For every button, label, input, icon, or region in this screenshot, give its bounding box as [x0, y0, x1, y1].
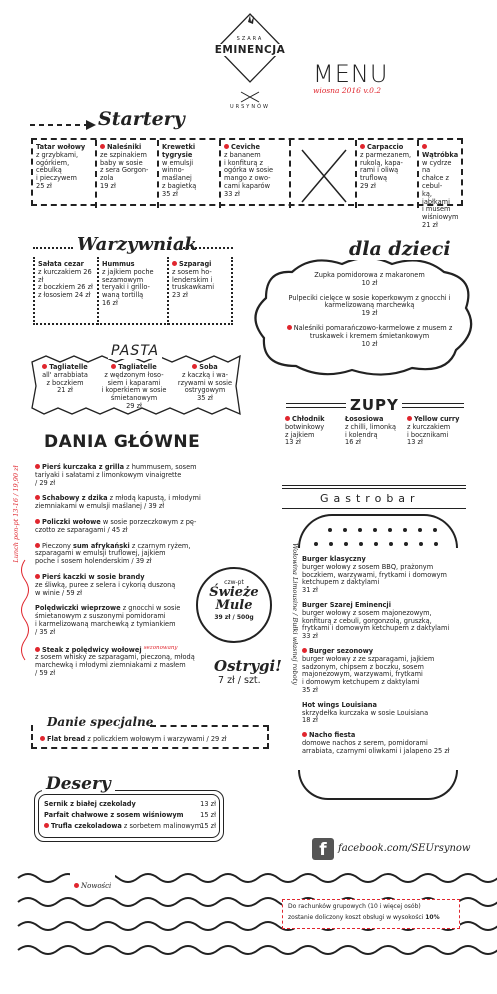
starter-desc: zola — [100, 174, 114, 183]
sesame-dot — [403, 528, 407, 532]
warzywniak-box — [33, 257, 233, 325]
desery-item-price: 15 zł — [200, 811, 216, 819]
starter-price: 19 zł — [100, 181, 116, 190]
veg-dot — [42, 364, 47, 369]
sesame-dots — [300, 516, 456, 548]
kids-item — [282, 325, 457, 348]
warzywniak-desc: z łososiem 24 zł — [38, 291, 91, 300]
sesame-dot — [404, 542, 408, 546]
starter-price: 21 zł — [422, 220, 438, 229]
menu-subtitle: wiosna 2016 v.0.2 — [313, 86, 381, 95]
starter-desc: chałce z cebul- — [422, 174, 449, 190]
gastrobar-item-line: skrzydełka kurczaka w sosie Louisiana — [302, 708, 429, 717]
gastrobar-item-line: i domowym ketchupem z daktylami — [302, 678, 420, 687]
pasta-grid — [34, 364, 238, 416]
gastrobar-item-line: arrabiata, czarnymi oliwkami i jalapeno 25 zł — [302, 746, 450, 755]
zupy-desc: z kurczakiem — [407, 422, 451, 431]
pasta-desc: z kaczką i wa- — [181, 370, 229, 379]
kids-item-text — [282, 325, 457, 341]
veg-dot — [35, 495, 40, 500]
gastrobar-title: Gastrobar — [320, 492, 420, 505]
gastrobar-item — [302, 556, 472, 595]
warzywniak-price: 23 zł — [172, 291, 188, 300]
starter-desc: mango z owo- — [224, 174, 271, 183]
sesame-dot — [433, 528, 437, 532]
dania-item — [35, 543, 225, 566]
pasta-desc: z boczkiem — [46, 378, 84, 387]
dania-item-line: poche i sosem holenderskim / 39 zł — [35, 557, 152, 566]
warzywniak-desc: z jajkiem poche — [102, 267, 154, 276]
danie-specjalne-item: Flat bread z policzkiem wołowym i warzywami / 29 zł — [40, 736, 227, 744]
sesame-dot — [434, 542, 438, 546]
starter-desc: rami i oliwą — [360, 166, 399, 175]
pasta-desc: z wędzonym łoso- — [104, 370, 164, 379]
zupy-grid — [285, 416, 465, 456]
dania-item-rest: w sosie porzeczkowym z pę- — [102, 517, 197, 526]
starter-name-text: Tatar wołowy — [36, 143, 86, 151]
dania-item-rest: z czarnym ryżem, — [131, 541, 191, 550]
gastrobar-item — [302, 648, 472, 695]
starter-name-text: Wątróbka — [422, 150, 459, 159]
gastrobar-item — [302, 702, 472, 725]
zupy-cell — [345, 416, 407, 447]
pasta-desc: ostrygowym — [184, 386, 226, 395]
dania-item-name: sum afrykański — [73, 541, 130, 550]
dania-item-rest: z hummusem, sosem — [126, 463, 197, 471]
starter-desc: truflową — [360, 174, 388, 183]
pasta-desc: i koperkiem w sosie — [101, 386, 167, 395]
zupy-rule-right — [402, 403, 464, 408]
warzywniak-desc: z kurczakiem 26 zł — [38, 267, 92, 284]
desery-item-rest: z sorbetem malinowym — [123, 822, 202, 830]
startery-arrow-icon — [30, 118, 100, 132]
starter-cell — [33, 140, 95, 208]
menu-title: MENU — [313, 60, 389, 88]
veg-dot — [35, 464, 40, 469]
warzywniak-desc: teryaki i grillo- — [102, 283, 150, 292]
dania-item-line: czotto ze szparagami / 45 zł — [35, 525, 128, 534]
dania-item-name: Schabowy z dzika — [42, 494, 108, 503]
desery-item-price: 15 zł — [200, 822, 216, 830]
gastrobar-item-line: majonezowym, warzywami, frytkami — [302, 670, 423, 679]
group-note-line-2: zostanie doliczony koszt obsługi w wysokości 10% — [288, 913, 440, 921]
zupy-price: 13 zł — [285, 438, 301, 447]
sesame-dot — [373, 528, 377, 532]
pasta-cell — [172, 364, 238, 403]
desery-item-price: 13 zł — [200, 800, 216, 808]
starter-name — [422, 144, 460, 160]
facebook-icon: f — [312, 838, 334, 860]
mule-badge — [196, 567, 272, 643]
dania-item — [35, 464, 225, 487]
desery-item-name: Sernik z białej czekolady — [44, 800, 136, 808]
group-note-line-1: Do rachunków grupowych (10 i więcej osób) — [288, 903, 421, 910]
kids-item-price: 10 zł — [361, 339, 378, 348]
dania-item-line: i karmelizowaną marchewką z tymiankiem — [35, 619, 176, 628]
mule-name-2: Mule — [215, 598, 253, 613]
gastrobar-item-line: burger wołowy z ze szparagami, jajkiem — [302, 654, 435, 663]
kids-title: dla dzieci — [345, 238, 455, 260]
starter-desc: ką, jabłkami — [422, 189, 450, 206]
starter-cell — [355, 140, 417, 208]
sesame-dot — [359, 542, 363, 546]
zupy-price: 16 zł — [345, 438, 361, 447]
gastrobar-item-line: frytkami i domowym ketchupem z daktylami — [302, 624, 450, 633]
dania-title: DANIA GŁÓWNE — [44, 432, 201, 452]
dania-item-line: śmietanowym z suszonymi pomidorami — [35, 612, 166, 621]
pasta-title: PASTA — [108, 343, 162, 359]
pasta-name-text: Tagliatelle — [118, 363, 157, 371]
sesame-dot — [358, 528, 362, 532]
kids-item-desc: Zupka pomidorowa z makaronem — [314, 271, 425, 279]
veg-dot — [111, 364, 116, 369]
veg-dot — [44, 823, 49, 828]
gastrobar-item-line: sadzonym, chipsem z boczku, sosem — [302, 662, 424, 671]
starter-price: 25 zł — [36, 181, 52, 190]
dania-item-line: ziemniakami w emulsji maślanej / 39 zł — [35, 502, 165, 511]
starter-desc: z bagietką — [162, 181, 197, 190]
dania-item — [35, 519, 225, 535]
starter-cell — [95, 140, 157, 208]
gastrobar-list — [302, 556, 472, 763]
warzywniak-desc: sezamowym — [102, 275, 144, 284]
gastrobar-item-line: boczkiem, warzywami, frytkami i domowym — [302, 570, 447, 579]
pasta-name-text: Tagliatelle — [49, 363, 88, 371]
zupy-cell — [407, 416, 469, 447]
dania-item-line: ze śliwką, puree z selera i cykorią duszoną — [35, 580, 176, 589]
warzywniak-title: Warzywniak — [77, 234, 198, 255]
desery-item-label — [44, 822, 201, 830]
starter-desc: ogórka w sosie — [224, 166, 274, 175]
warzywniak-price: 16 zł — [102, 298, 118, 307]
gastrobar-item-price: 35 zł — [302, 685, 318, 694]
logo-sub-text: URSYNÓW — [230, 104, 270, 110]
starter-desc: i musem — [422, 205, 451, 214]
desery-item-name: Parfait chałwowe z sosem wiśniowym — [44, 811, 184, 819]
starter-desc: z parmezanem, — [360, 150, 412, 159]
logo — [214, 12, 286, 110]
starter-desc: z grzybkami, — [36, 150, 79, 159]
group-note — [282, 899, 460, 929]
kids-item — [282, 295, 457, 318]
dania-item-line: / 59 zł — [35, 668, 56, 677]
dania-item-name: Steak z polędwicy wołowej — [42, 645, 142, 654]
veg-dot — [285, 416, 290, 421]
danie-specjalne-title: Danie specjalne — [47, 715, 154, 729]
starter-price: 33 zł — [224, 189, 240, 198]
gastrobar-rule-bottom — [282, 508, 466, 509]
warzywniak-name-text: Sałata cezar — [38, 260, 84, 268]
veg-dot — [35, 543, 40, 548]
gastrobar-item-line: burger wołowy z sosem majonezowym, — [302, 608, 432, 617]
lunch-side-label: Lunch pon-pt 13-16 / 19,90 zł — [12, 465, 20, 563]
gastrobar-side-label: Wołowina Limousine / Bułki własnej roboty — [291, 543, 299, 685]
starter-cell — [157, 140, 219, 208]
gastrobar-rule-top — [282, 485, 466, 486]
starter-desc: cebulką — [36, 166, 62, 175]
gastrobar-item-line: burger wołowy z sosem BBQ, prażonym — [302, 562, 434, 571]
zupy-name-text: Yellow curry — [414, 415, 460, 423]
gastrobar-rule-top-2 — [282, 488, 466, 489]
sesame-dot — [419, 542, 423, 546]
starter-desc: i pieczywem — [36, 174, 77, 183]
warzywniak-cell — [35, 257, 97, 325]
veg-dot — [40, 736, 45, 741]
desery-title: Desery — [42, 774, 115, 794]
starter-cell — [417, 140, 463, 229]
veg-dot — [287, 325, 292, 330]
warzywniak-desc: z sosem ho- — [172, 267, 212, 276]
warzywniak-cell — [167, 257, 233, 325]
gastrobar-item-price: 33 zł — [302, 632, 318, 641]
starter-desc: cami kaparów — [224, 181, 270, 190]
burger-bun-bottom — [298, 770, 458, 800]
pasta-desc: siem i kaparami — [107, 378, 161, 387]
starter-desc: ze szpinakiem — [100, 150, 147, 159]
starter-desc: rukolą, kapa- — [360, 158, 403, 167]
warzywniak-cell — [97, 257, 167, 325]
zupy-name-text: Łososiowa — [345, 415, 384, 423]
zupy-desc: botwinkowy — [285, 422, 325, 431]
starter-desc: z sera Gorgon- — [100, 166, 149, 175]
dania-item-name: Policzki wołowe — [42, 517, 101, 526]
dania-item-line: / 29 zł — [35, 478, 56, 487]
kids-item-text — [282, 295, 457, 311]
gastrobar-item-line: konfiturą z cebuli, gorgonzolą, gruszką, — [302, 616, 432, 625]
warzywniak-title-row — [33, 234, 233, 256]
sesame-dot — [344, 542, 348, 546]
kids-item-desc: Pulpeciki cielęce w sosie koperkowym z gnocchi i karmelizowaną marchewką — [288, 293, 451, 310]
starter-cell — [219, 140, 281, 208]
logo-rabbit-mark — [215, 12, 285, 102]
dania-item-name: Pierś kaczki w sosie brandy — [42, 572, 145, 581]
pasta-desc: śmietanowym — [110, 394, 158, 403]
warzywniak-desc: z boczkiem 26 zł — [38, 283, 93, 292]
pasta-price: 35 zł — [197, 394, 213, 403]
mule-price: 39 zł / 500g — [214, 614, 254, 621]
starter-desc: ogórkiem, — [36, 158, 70, 167]
dania-item-name: Polędwiczki wieprzowe — [35, 604, 121, 613]
starter-name — [162, 144, 216, 160]
warzywniak-name-text: Szparagi — [179, 260, 212, 268]
dania-item-line: szparagami w emulsji truflowej, jajkiem — [35, 549, 166, 558]
sesame-dot — [418, 528, 422, 532]
desery-item — [44, 823, 216, 834]
dania-item — [35, 645, 225, 678]
sesame-dot — [374, 542, 378, 546]
starter-desc: wiśniowym — [422, 213, 459, 222]
pasta-desc: all' arrabbiata — [42, 370, 88, 379]
zupy-price: 13 zł — [407, 438, 423, 447]
dania-item-line: z sosem whisky ze szparagami, pieczoną, młodą — [35, 653, 195, 662]
logo-main-text: EMINENCJA — [209, 44, 291, 56]
pasta-desc: rzywami w sosie — [177, 378, 233, 387]
veg-dot — [74, 883, 79, 888]
warzywniak-desc: waną tortillą — [102, 291, 144, 300]
desery-list — [44, 801, 216, 834]
desery-item-label — [44, 811, 184, 819]
veg-dot — [224, 144, 229, 149]
starter-price: 35 zł — [162, 189, 178, 198]
facebook-text: facebook.com/SEUrsynow — [338, 843, 471, 854]
zupy-title: ZUPY — [350, 396, 399, 414]
gastrobar-item-name-text: Nacho fiesta — [309, 731, 356, 740]
veg-dot — [35, 647, 40, 652]
pasta-name-text: Soba — [199, 363, 218, 371]
gastrobar-item-name-text: Burger klasyczny — [302, 555, 366, 563]
logo-top-text: SZARA — [236, 36, 264, 42]
sesame-dot — [389, 542, 393, 546]
warzywniak-desc: truskawkami — [172, 283, 215, 292]
mule-name-1: Świeże — [209, 585, 259, 600]
veg-dot — [422, 144, 427, 149]
starter-desc: maślanej — [162, 174, 192, 183]
starter-price: 29 zł — [360, 181, 376, 190]
kids-item-price: 19 zł — [361, 309, 378, 318]
kids-item-price: 10 zł — [361, 278, 378, 287]
sesame-dot — [314, 542, 318, 546]
desery-item-name: Trufla czekoladowa — [51, 822, 122, 830]
gastrobar-item-name-text: Hot wings Louisiana — [302, 700, 377, 709]
gastrobar-item-line: domowe nachos z serem, pomidorami — [302, 738, 428, 747]
gastrobar-item-name-text: Burger Szarej Eminencji — [302, 600, 391, 609]
starter-desc: i konfiturą z — [224, 158, 263, 167]
dania-item — [35, 495, 225, 511]
startery-grid — [33, 140, 461, 229]
ostrygi-price: 7 zł / szt. — [218, 675, 261, 686]
warzywniak-desc: lenderskim i — [172, 275, 213, 284]
gastrobar-item-price: 31 zł — [302, 586, 318, 595]
gastrobar-item — [302, 732, 472, 755]
starter-desc: z bananem — [224, 150, 261, 159]
veg-dot — [302, 732, 307, 737]
startery-box — [31, 138, 463, 229]
mule-days: czw-pt — [224, 579, 244, 586]
veg-dot — [35, 574, 40, 579]
starter-name-text: Naleśniki — [107, 143, 142, 151]
veg-dot — [172, 261, 177, 266]
sesame-dot — [328, 528, 332, 532]
dania-item-tag: sezonowany — [143, 644, 178, 651]
dania-item-rest: z gnocchi w sosie — [122, 604, 181, 613]
zupy-desc: i bocznikami — [407, 430, 449, 439]
zupy-rule-left — [286, 403, 346, 408]
sesame-dot — [343, 528, 347, 532]
kids-item-desc: Naleśniki pomarańczowo-karmelowe z musem z truskawek i kremem śmietankowym — [293, 323, 453, 340]
zupy-name-text: Chłodnik — [292, 415, 325, 423]
starter-cross-icon — [289, 140, 355, 208]
dania-item-line: / 35 zł — [35, 627, 56, 636]
kids-list — [282, 272, 457, 355]
startery-title: Startery — [98, 108, 185, 130]
desery-item-label — [44, 800, 136, 808]
zupy-cell — [285, 416, 347, 447]
zupy-desc: z jajkiem — [285, 430, 315, 439]
kids-item — [282, 272, 457, 288]
veg-dot — [100, 144, 105, 149]
starter-desc: winno- — [162, 166, 185, 175]
veg-dot — [360, 144, 365, 149]
sesame-dot — [329, 542, 333, 546]
burger-bun-top — [298, 514, 458, 548]
gastrobar-item — [302, 602, 472, 641]
gastrobar-item-line: ketchupem z daktylami — [302, 578, 380, 587]
lunch-squiggle — [18, 560, 32, 660]
starter-desc: w cydrze na — [422, 158, 452, 175]
veg-dot — [407, 416, 412, 421]
warzywniak-name-text: Hummus — [102, 260, 135, 268]
zupy-desc: i kolendrą — [345, 430, 378, 439]
dania-list — [35, 464, 225, 686]
dania-item-line: marchewką i młodymi ziemniakami z masłem — [35, 661, 186, 670]
danie-specjalne-top-rule — [150, 725, 269, 727]
gastrobar-item-price: 18 zł — [302, 716, 318, 725]
starter-name-text: Ceviche — [231, 143, 260, 151]
veg-dot — [192, 364, 197, 369]
pasta-cell — [96, 364, 172, 411]
dania-item-line: w winie / 59 zł — [35, 588, 83, 597]
zupy-desc: z chilli, limonką — [345, 422, 397, 431]
pasta-price: 21 zł — [57, 386, 73, 395]
sesame-dot — [388, 528, 392, 532]
gastrobar-item-name-text: Burger sezonowy — [309, 646, 374, 655]
starter-name-text: Carpaccio — [367, 143, 404, 151]
veg-dot — [35, 519, 40, 524]
veg-dot — [302, 648, 307, 653]
starter-name-text: Krewetki tygrysie — [162, 143, 196, 159]
nowosci-label: Nowości — [70, 873, 115, 892]
pasta-price: 29 zł — [126, 401, 142, 410]
dania-item-name: Pierś kurczaka z grilla — [42, 463, 125, 471]
dania-item-line: tariyaki i sałatami z limonkowym vinaigrette — [35, 470, 182, 479]
pasta-cell — [34, 364, 96, 395]
starter-desc: baby w sosie — [100, 158, 143, 167]
ostrygi-title: Ostrygi! — [214, 657, 282, 675]
dania-item-rest: z młodą kapustą, i młodymi — [109, 494, 201, 503]
starter-desc: w emulsji — [162, 158, 194, 167]
dania-item-pre: Pieczony — [42, 541, 71, 550]
